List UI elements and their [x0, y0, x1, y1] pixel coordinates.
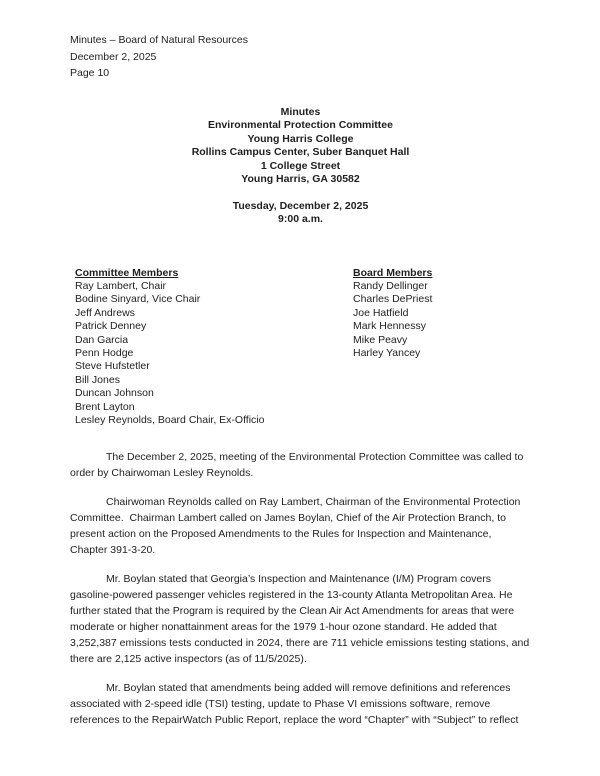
title-line: Young Harris, GA 30582	[241, 173, 360, 185]
header-line: December 2, 2025	[70, 50, 157, 63]
body-paragraph: Mr. Boylan stated that amendments being added will remove definitions and references associated with 2-speed idle (TSI) testing, update to Phase VI emissions software, remove references to the RepairWatch Public Report, replace the word “Chapter” with “Subject” to reflect	[70, 682, 519, 727]
committee-member: Jeff Andrews	[75, 306, 135, 319]
board-member: Randy Dellinger	[353, 279, 428, 292]
session-line: Tuesday, December 2, 2025	[232, 199, 369, 212]
page-header	[70, 32, 531, 82]
board-member: Mike Peavy	[353, 333, 408, 346]
board-member: Charles DePriest	[353, 293, 433, 306]
header-line: Page 10	[70, 67, 110, 79]
committee-member: Brent Layton	[75, 400, 135, 413]
title-line: Minutes	[280, 105, 321, 118]
committee-member: Bodine Sinyard, Vice Chair	[75, 293, 201, 306]
committee-member: Lesley Reynolds, Board Chair, Ex-Officio	[75, 413, 265, 426]
minutes-body	[70, 449, 531, 728]
meeting-title-block	[70, 106, 531, 187]
board-member: Harley Yancey	[353, 346, 421, 359]
committee-member: Duncan Johnson	[75, 387, 154, 400]
board-members-column	[353, 267, 531, 428]
body-paragraph: Chairwoman Reynolds called on Ray Lambert, Chairman of the Environmental Protection Committee. Chairman Lambert called on James Boylan, Chief of the Air Protection Branch, to present action on the Proposed Amendments to the Rules for Inspection and Maintenance, Chapter 391-3-20.	[70, 496, 524, 557]
committee-members-column	[70, 267, 353, 428]
title-line: Rollins Campus Center, Suber Banquet Hall	[191, 146, 410, 158]
committee-members-heading: Committee Members	[75, 266, 179, 279]
session-datetime-block	[70, 200, 531, 227]
body-paragraph: Mr. Boylan stated that Georgia’s Inspection and Maintenance (I/M) Program covers gasoline-powered passenger vehicles registered in the 13-county Atlanta Metropolitan Area. He further stated that the Program is required by the Clean Air Act Amendments for areas that were moderate or higher nonattainment areas for the 1979 1-hour ozone standard. He added that 3,252,387 emissions tests conducted in 2024, there are 711 vehicle emissions testing stations, and there are 2,125 active inspectors (as of 11/5/2025).	[70, 573, 533, 666]
committee-member: Patrick Denney	[75, 320, 147, 333]
committee-member: Steve Hufstetler	[75, 360, 150, 373]
body-paragraph: The December 2, 2025, meeting of the Environmental Protection Committee was called to order by Chairwoman Lesley Reynolds.	[70, 451, 527, 480]
committee-member: Bill Jones	[75, 373, 120, 386]
committee-member: Penn Hodge	[75, 346, 134, 359]
board-member: Joe Hatfield	[353, 306, 409, 319]
committee-member: Ray Lambert, Chair	[75, 279, 167, 292]
board-members-heading: Board Members	[353, 266, 433, 279]
session-line: 9:00 a.m.	[278, 213, 323, 225]
board-members-list	[353, 280, 531, 360]
board-member: Mark Hennessy	[353, 320, 426, 333]
attendees-section	[70, 267, 531, 428]
title-line: Young Harris College	[247, 132, 354, 145]
committee-member: Dan Garcia	[75, 333, 129, 346]
title-line: Environmental Protection Committee	[208, 119, 393, 131]
header-line: Minutes – Board of Natural Resources	[70, 34, 249, 46]
title-line: 1 College Street	[260, 159, 341, 172]
committee-members-list	[75, 280, 353, 427]
